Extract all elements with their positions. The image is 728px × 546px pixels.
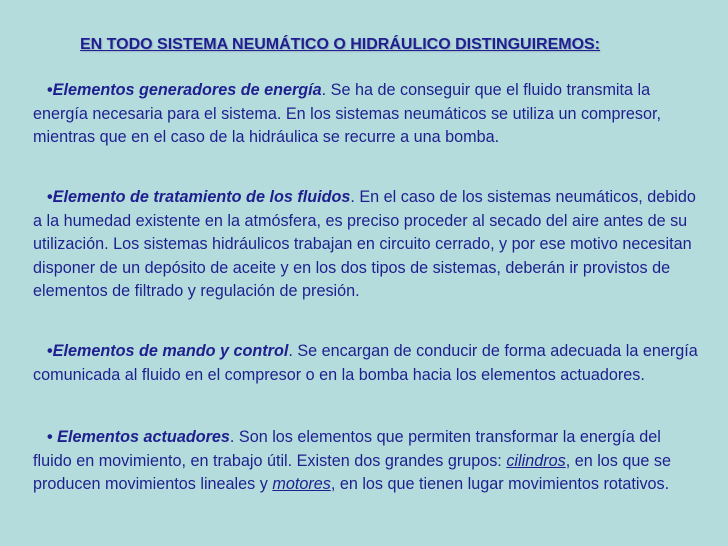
bullet-icon: • [47,428,58,446]
bullet-icon: • [47,342,53,360]
text-generadores: . Se ha de conseguir que el fluido transmita la energía necesaria para el sistema. En los sistemas neumáticos se utiliza un compresor, mientras que en el caso de la hidráulica se recurre a una bomba. [33,81,662,146]
link-cilindros[interactable]: cilindros [506,451,566,470]
link-motores[interactable]: motores [272,475,331,493]
term-tratamiento: Elemento de tratamiento de los fluidos [52,188,351,206]
paragraph-actuadores [33,426,698,497]
term-generadores: Elementos generadores de energía [52,81,322,99]
term-mando-control: Elementos de mando y control [52,342,289,360]
text-tratamiento: . En el caso de los sistemas neumáticos, debido a la humedad existente en la atmósfera, es preciso proceder al secado del aire antes de su utilización. Los sistemas hidráulicos trabajan en circuito cerrado, y por ese motivo necesitan disponer de un depósito de aceite y en los dos tipos de sistemas, deberán ir provistos de elementos de filtrado y regulación de presión. [33,188,696,300]
paragraph-tratamiento [33,186,698,304]
text-actuadores-c: , en los que tienen lugar movimientos rotativos. [330,475,670,493]
text-mando-control: . Se encargan de conducir de forma adecuada la energía comunicada al fluido en el compresor o en la bomba hacia los elementos actuadores. [33,342,698,384]
paragraph-generadores [33,79,698,150]
slide-title: EN TODO SISTEMA NEUMÁTICO O HIDRÁULICO DISTINGUIREMOS: [80,36,601,53]
bullet-icon: • [47,81,53,99]
text-actuadores-a: . Son los elementos que permiten transformar la energía del fluido en movimiento, en trabajo útil. Existen dos grandes grupos: [33,428,661,470]
bullet-icon: • [47,188,53,206]
text-actuadores-b: , en los que se producen movimientos lineales y [33,451,671,493]
paragraph-mando-control [33,340,698,387]
term-actuadores: Elementos actuadores [57,428,230,446]
